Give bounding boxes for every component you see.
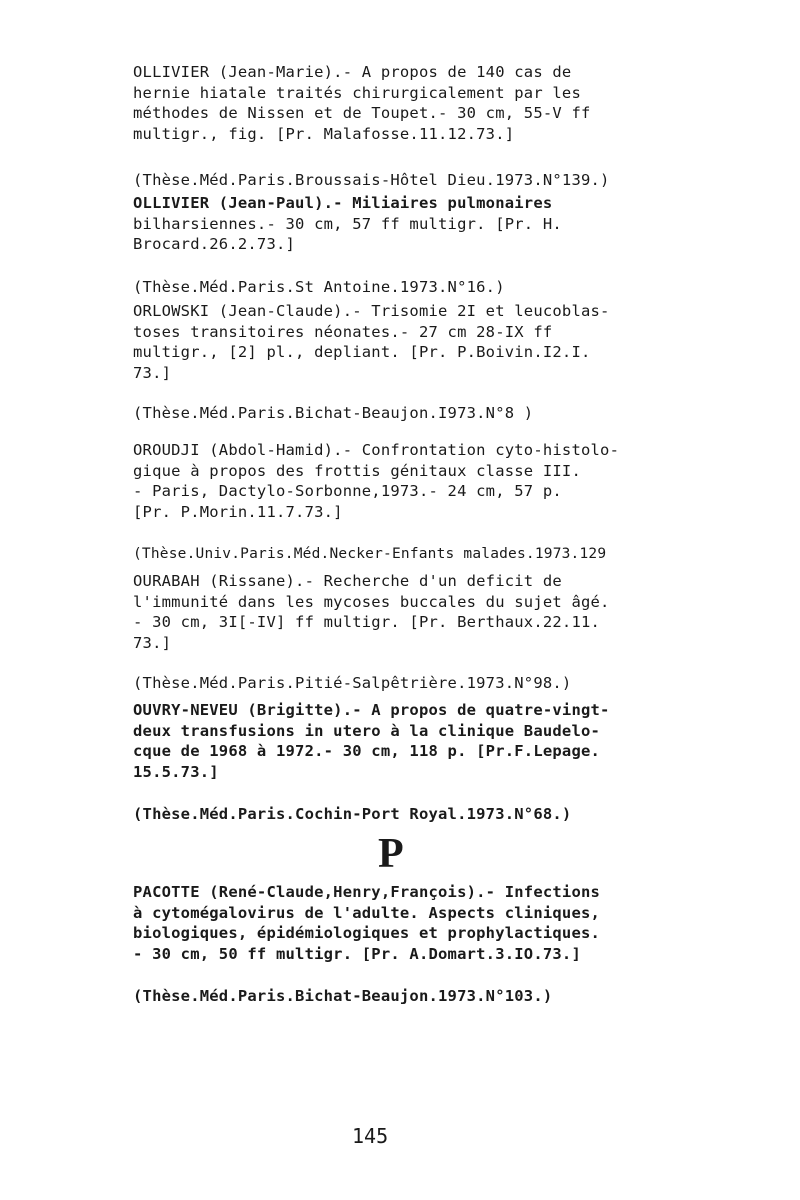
entry-line: ORLOWSKI (Jean-Claude).- Trisomie 2I et leucoblas-: [133, 302, 610, 320]
entry-source: (Thèse.Méd.Paris.St Antoine.1973.N°16.): [133, 277, 505, 296]
entry-line: - Paris, Dactylo-Sorbonne,1973.- 24 cm, 57 p.: [133, 482, 562, 500]
entry-line: gique à propos des frottis génitaux classe III.: [133, 461, 581, 480]
entry-line: multigr., [2] pl., depliant. [Pr. P.Boivin.I2.I.: [133, 343, 591, 361]
bibliography-entry: [133, 301, 693, 424]
entry-source: (Thèse.Méd.Paris.Pitié-Salpêtrière.1973.N°98.): [133, 674, 572, 692]
entry-source: (Thèse.Univ.Paris.Méd.Necker-Enfants malades.1973.129: [133, 546, 607, 562]
bibliography-entry: [133, 62, 693, 191]
section-letter: P: [378, 831, 404, 877]
entry-line: toses transitoires néonates.- 27 cm 28-IX ff: [133, 322, 553, 341]
bibliography-entry: [133, 193, 693, 297]
entry-line: OLLIVIER (Jean-Marie).- A propos de 140 cas de: [133, 63, 572, 81]
entry-line: [Pr. P.Morin.11.7.73.]: [133, 502, 343, 521]
entry-line: l'immunité dans les mycoses buccales du sujet âgé.: [133, 592, 610, 611]
entry-line: bilharsiennes.- 30 cm, 57 ff multigr. [Pr. H.: [133, 214, 562, 233]
entry-line: méthodes de Nissen et de Toupet.- 30 cm, 55-V ff: [133, 104, 591, 122]
entry-line: OLLIVIER (Jean-Paul).- Miliaires pulmonaires: [133, 194, 553, 212]
entry-line: hernie hiatale traités chirurgicalement par les: [133, 83, 581, 102]
entry-line: deux transfusions in utero à la clinique Baudelo-: [133, 721, 601, 740]
entry-line: - 30 cm, 3I[-IV] ff multigr. [Pr. Berthaux.22.11.: [133, 613, 601, 631]
entry-line: - 30 cm, 50 ff multigr. [Pr. A.Domart.3.IO.73.]: [133, 944, 581, 963]
entry-source: (Thèse.Méd.Paris.Broussais-Hôtel Dieu.1973.N°139.): [133, 171, 610, 189]
entry-line: Brocard.26.2.73.]: [133, 235, 296, 253]
entry-line: OROUDJI (Abdol-Hamid).- Confrontation cyto-histolo-: [133, 441, 620, 459]
bibliography-entry: [133, 440, 693, 565]
entry-line: à cytomégalovirus de l'adulte. Aspects cliniques,: [133, 903, 601, 922]
entry-line: OURABAH (Rissane).- Recherche d'un deficit de: [133, 572, 562, 590]
page-number: 145: [352, 1124, 389, 1148]
entry-line: cque de 1968 à 1972.- 30 cm, 118 p. [Pr.F.Lepage.: [133, 742, 601, 760]
entry-line: multigr., fig. [Pr. Malafosse.11.12.73.]: [133, 124, 515, 143]
entry-line: 73.]: [133, 633, 172, 652]
bibliography-entry: [133, 571, 693, 694]
bibliography-entry: [133, 700, 693, 825]
entry-line: 73.]: [133, 363, 172, 382]
entry-line: biologiques, épidémiologiques et prophylactiques.: [133, 924, 601, 942]
entry-line: OUVRY-NEVEU (Brigitte).- A propos de quatre-vingt-: [133, 701, 610, 719]
entry-source: (Thèse.Méd.Paris.Bichat-Beaujon.I973.N°8 ): [133, 404, 534, 422]
entry-source: (Thèse.Méd.Paris.Bichat-Beaujon.1973.N°103.): [133, 987, 553, 1005]
entry-source: (Thèse.Méd.Paris.Cochin-Port Royal.1973.N°68.): [133, 805, 572, 823]
entry-line: 15.5.73.]: [133, 762, 219, 781]
bibliography-entry: [133, 882, 693, 1007]
entry-line: PACOTTE (René-Claude,Henry,François).- Infections: [133, 883, 601, 901]
